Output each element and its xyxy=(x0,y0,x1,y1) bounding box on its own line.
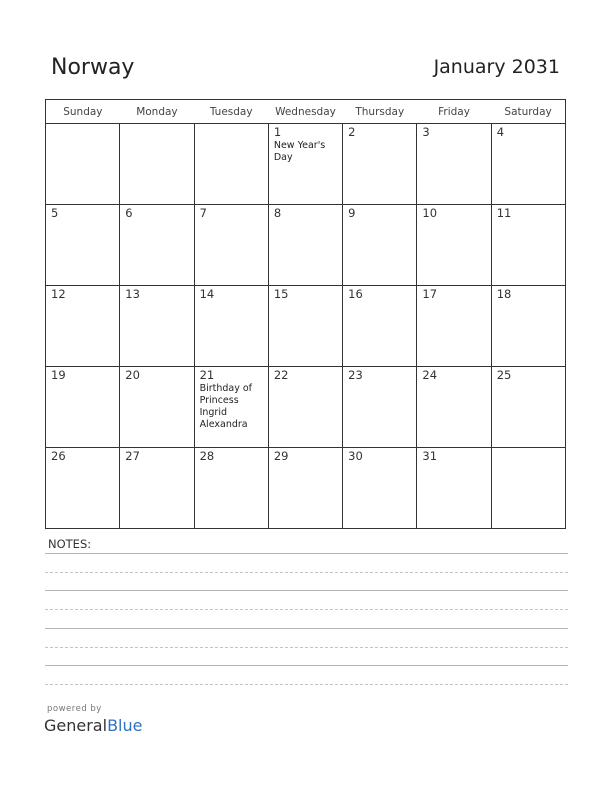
holiday-new-years-day: New Year's Day xyxy=(273,140,326,163)
day-number: 27 xyxy=(125,449,140,463)
day-cell xyxy=(268,448,342,529)
day-number: 2 xyxy=(348,125,356,139)
day-cell xyxy=(268,367,342,448)
day-number: 31 xyxy=(422,449,438,463)
day-cell xyxy=(417,286,491,367)
day-cell xyxy=(120,448,194,529)
week-row xyxy=(46,448,566,529)
day-cell xyxy=(194,367,268,448)
day-cell xyxy=(417,124,491,205)
day-cell xyxy=(343,448,417,529)
week-row xyxy=(46,367,566,448)
day-cell xyxy=(491,205,565,286)
day-cell xyxy=(491,367,565,448)
calendar-grid xyxy=(45,99,566,529)
day-number: 21 xyxy=(199,368,215,382)
day-number: 29 xyxy=(273,449,289,463)
notes-line xyxy=(45,684,568,685)
week-row xyxy=(46,286,566,367)
notes-label: NOTES: xyxy=(48,537,92,551)
day-cell xyxy=(417,205,491,286)
notes-line xyxy=(45,572,568,573)
day-number: 13 xyxy=(125,287,140,301)
notes-line xyxy=(45,590,568,591)
day-number: 26 xyxy=(51,449,66,463)
day-cell xyxy=(194,448,268,529)
month-title: January 2031 xyxy=(433,56,560,78)
day-number: 18 xyxy=(496,287,512,301)
day-cell xyxy=(343,367,417,448)
day-number: 15 xyxy=(273,287,289,301)
day-cell xyxy=(46,286,120,367)
day-number: 7 xyxy=(199,206,207,220)
notes-line xyxy=(45,609,568,610)
week-row xyxy=(46,205,566,286)
day-cell xyxy=(491,448,565,529)
weekday-sunday: Sunday xyxy=(46,100,120,124)
day-number: 1 xyxy=(273,125,282,139)
day-cell xyxy=(491,124,565,205)
day-number: 25 xyxy=(496,368,512,382)
day-number: 17 xyxy=(422,287,438,301)
notes-line xyxy=(45,647,568,648)
day-cell xyxy=(46,205,120,286)
day-number: 28 xyxy=(199,449,215,463)
day-number: 12 xyxy=(51,287,66,301)
day-cell xyxy=(268,286,342,367)
day-number: 22 xyxy=(273,368,289,382)
weekday-friday: Friday xyxy=(417,100,491,124)
week-row xyxy=(46,124,566,205)
logo-blue: Blue xyxy=(107,716,143,735)
day-cell xyxy=(46,367,120,448)
day-number: 14 xyxy=(199,287,215,301)
day-cell xyxy=(194,205,268,286)
weekday-thursday: Thursday xyxy=(343,100,417,124)
weekday-saturday: Saturday xyxy=(491,100,565,124)
day-number: 9 xyxy=(348,206,356,220)
day-cell xyxy=(120,286,194,367)
weekday-monday: Monday xyxy=(120,100,194,124)
day-cell xyxy=(268,124,342,205)
day-cell xyxy=(46,448,120,529)
day-number: 4 xyxy=(496,125,505,139)
day-cell xyxy=(343,205,417,286)
powered-by-text: powered by xyxy=(47,704,102,714)
weekday-wednesday: Wednesday xyxy=(268,100,342,124)
notes-line xyxy=(45,665,568,666)
day-number: 19 xyxy=(51,368,66,382)
logo-general: General xyxy=(44,716,108,735)
holiday-princess-birthday: Birthday of Princess Ingrid Alexandra xyxy=(199,383,253,430)
notes-line xyxy=(45,553,568,554)
day-cell xyxy=(343,286,417,367)
day-cell xyxy=(120,367,194,448)
day-number: 8 xyxy=(273,206,282,220)
day-cell xyxy=(120,124,194,205)
day-number: 30 xyxy=(348,449,363,463)
day-cell xyxy=(417,448,491,529)
day-cell xyxy=(194,286,268,367)
day-number: 6 xyxy=(125,206,133,220)
weekday-tuesday: Tuesday xyxy=(194,100,268,124)
country-title: Norway xyxy=(51,55,135,80)
day-number: 23 xyxy=(348,368,363,382)
day-cell xyxy=(491,286,565,367)
notes-line xyxy=(45,628,568,629)
day-number: 10 xyxy=(422,206,438,220)
day-cell xyxy=(194,124,268,205)
day-cell xyxy=(268,205,342,286)
day-cell xyxy=(46,124,120,205)
weekday-header-row xyxy=(46,100,566,124)
day-number: 24 xyxy=(422,368,438,382)
day-number: 5 xyxy=(51,206,59,220)
day-number: 3 xyxy=(422,125,430,139)
generalblue-logo xyxy=(44,716,142,735)
day-cell xyxy=(417,367,491,448)
day-cell xyxy=(343,124,417,205)
day-number: 20 xyxy=(125,368,140,382)
day-cell xyxy=(120,205,194,286)
day-number: 11 xyxy=(496,206,512,220)
day-number: 16 xyxy=(348,287,363,301)
